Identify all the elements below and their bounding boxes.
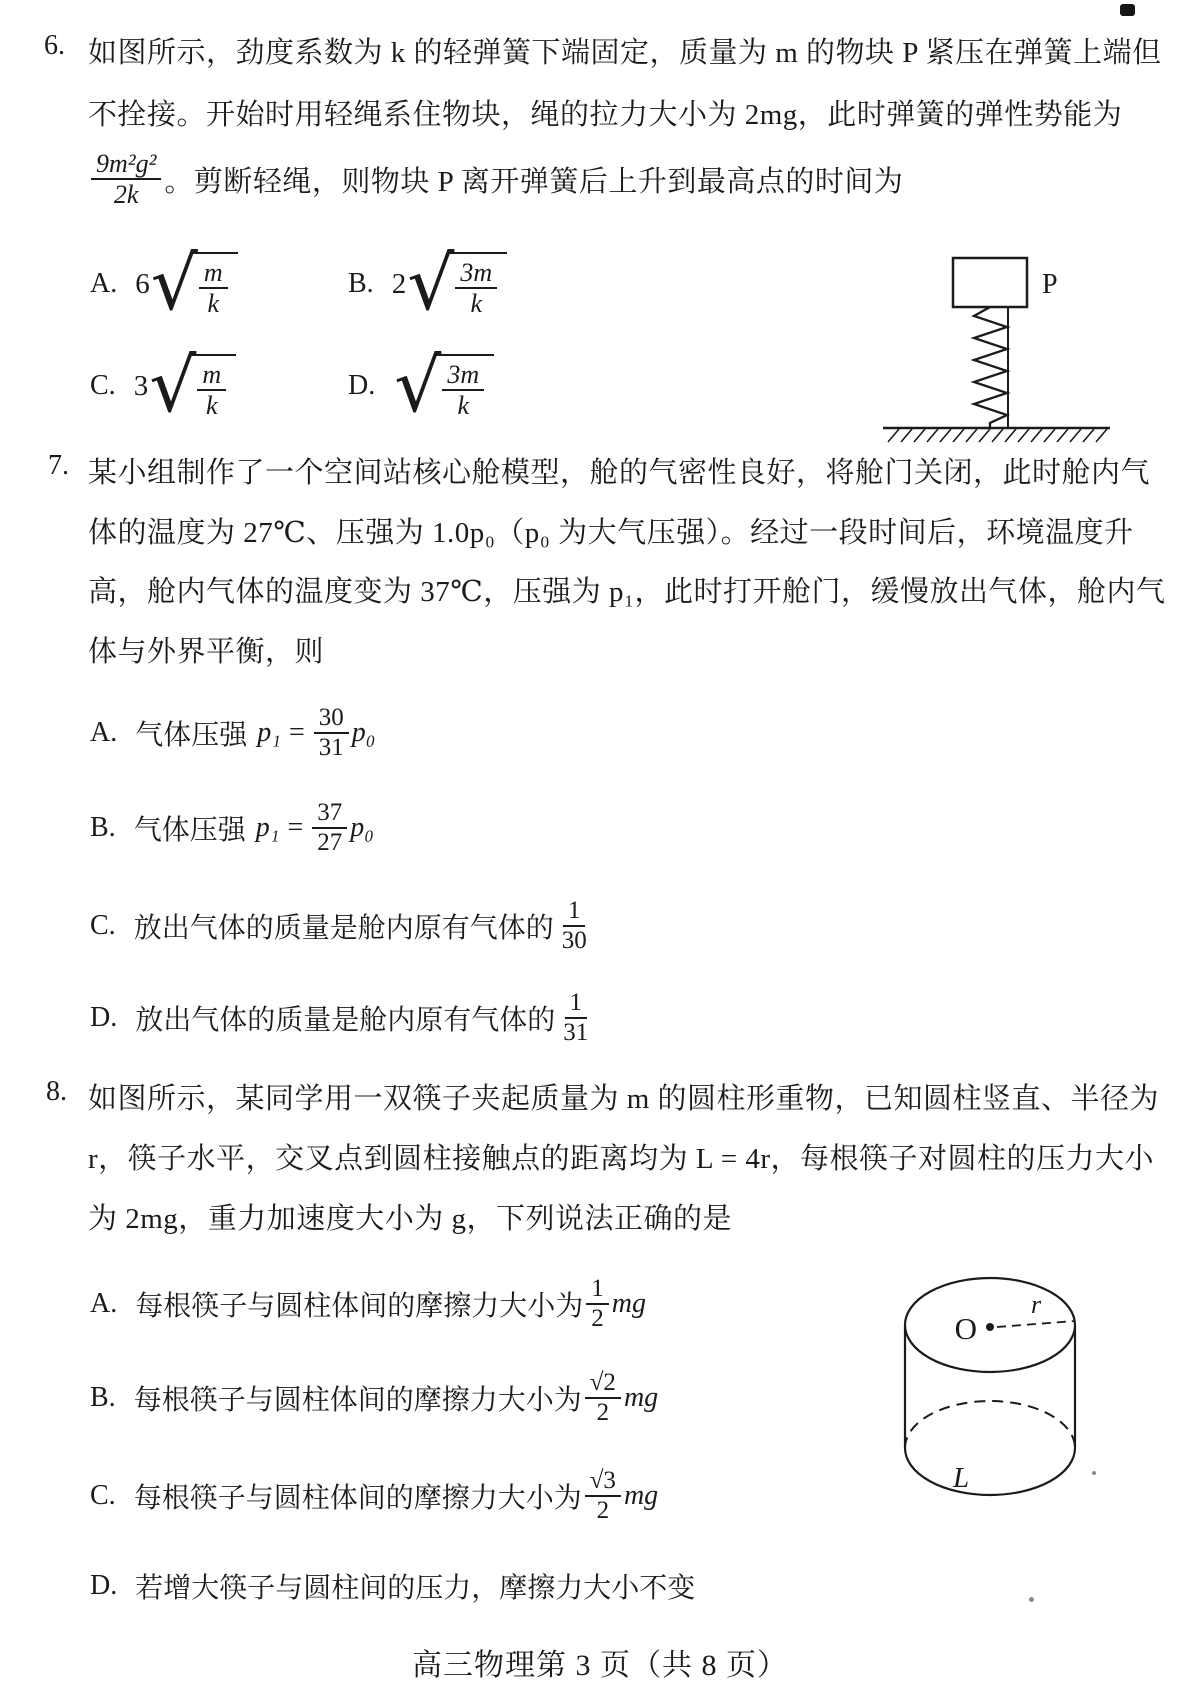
mg-unit: mg: [623, 1382, 659, 1413]
friction-fraction: [585, 1467, 621, 1525]
option-letter: B.: [90, 812, 116, 843]
fraction-numerator: 1: [586, 1275, 609, 1305]
fraction-denominator: 2: [596, 1399, 610, 1426]
option-text: 每根筷子与圆柱体间的摩擦力大小为: [133, 1483, 582, 1514]
fraction-denominator: 2: [596, 1497, 610, 1524]
radical-sign: √: [407, 240, 455, 327]
sqrt-expression: [149, 342, 236, 429]
radical-sign: √: [394, 342, 442, 429]
q7-option-d: [90, 982, 596, 1054]
option-text: 每根筷子与圆柱体间的摩擦力大小为: [135, 1291, 584, 1322]
block-p: [953, 258, 1027, 307]
fraction-denominator: 31: [563, 1019, 589, 1046]
fraction-numerator: 9m²g²: [91, 149, 161, 180]
page-footer: 高三物理第 3 页（共 8 页）: [412, 1649, 788, 1682]
mass-fraction: [557, 897, 592, 955]
q6-option-a: [90, 240, 238, 327]
option-text: 若增大筷子与圆柱间的压力，摩擦力大小不变: [135, 1573, 696, 1604]
fraction-numerator: √3: [585, 1467, 621, 1497]
q6-energy-fraction: [91, 149, 161, 209]
coefficient: 2: [391, 267, 407, 300]
bottom-ellipse-front-edge: [905, 1448, 1075, 1495]
option-text: 放出气体的质量是舱内原有气体的: [135, 1005, 556, 1036]
equals-sign: =: [288, 717, 305, 748]
mg-unit: mg: [623, 1480, 659, 1511]
q7-line4: 体与外界平衡，则: [88, 636, 325, 668]
block-label: P: [1042, 269, 1058, 300]
q7-line1: 某小组制作了一个空间站核心舱模型，舱的气密性良好，将舱门关闭，此时舱内气: [88, 457, 1151, 489]
fraction-denominator: 2k: [113, 180, 139, 209]
q7-line2: 体的温度为 27℃、压强为 1.0p₀（p₀ 为大气压强）。经过一段时间后，环境温度升: [88, 517, 1134, 549]
scan-speck: [1029, 1597, 1034, 1602]
friction-fraction: [585, 1369, 621, 1427]
fraction-denominator: 31: [318, 734, 344, 761]
option-letter: A.: [90, 717, 118, 748]
fraction-denominator: k: [207, 289, 220, 318]
ground-hatching: [888, 429, 1107, 442]
q6-line1: 如图所示，劲度系数为 k 的轻弹簧下端固定，质量为 m 的物块 P 紧压在弹簧上端但: [88, 37, 1162, 69]
friction-fraction: [586, 1275, 609, 1333]
fraction-denominator: 27: [317, 829, 343, 856]
q6-number: 6.: [44, 30, 65, 61]
q6-option-b: [348, 240, 507, 327]
q8-line3: 为 2mg，重力加速度大小为 g，下列说法正确的是: [88, 1203, 733, 1235]
option-letter: D.: [348, 370, 376, 401]
q7-line3: 高，舱内气体的温度变为 37℃，压强为 p₁，此时打开舱门，缓慢放出气体，舱内气: [88, 576, 1166, 608]
center-dot: [986, 1323, 994, 1331]
fraction-numerator: m: [199, 258, 228, 289]
scan-artifact: [1120, 4, 1135, 16]
length-label: L: [953, 1462, 970, 1494]
pressure-fraction: [312, 799, 347, 857]
option-letter: C.: [90, 1480, 116, 1511]
q6-option-c: [90, 342, 236, 429]
radius-label: r: [1031, 1290, 1042, 1319]
pressure-variable: p₁: [255, 812, 280, 843]
mg-unit: mg: [611, 1288, 646, 1319]
q7-option-b: [90, 790, 374, 866]
fraction-denominator: 30: [561, 927, 587, 954]
coefficient: 3: [133, 369, 149, 402]
option-letter: B.: [90, 1382, 116, 1413]
q7-option-c: [90, 890, 595, 962]
fraction-numerator: 30: [314, 704, 349, 734]
pressure-unit: p₀: [351, 717, 376, 748]
pressure-variable: p₁: [257, 717, 281, 748]
q6-line3: 。剪断轻绳，则物块 P 离开弹簧后上升到最高点的时间为: [164, 165, 904, 198]
q8-number: 8.: [46, 1076, 67, 1107]
q8-line1: 如图所示，某同学用一双筷子夹起质量为 m 的圆柱形重物，已知圆柱竖直、半径为: [88, 1083, 1160, 1115]
option-letter: C.: [90, 370, 116, 401]
bottom-ellipse-hidden-edge: [905, 1401, 1075, 1448]
fraction-denominator: k: [457, 391, 470, 420]
fraction-denominator: 2: [591, 1305, 604, 1332]
pressure-fraction: [314, 704, 349, 762]
option-letter: B.: [348, 268, 374, 299]
q7-number: 7.: [48, 450, 69, 481]
fraction-numerator: 1: [563, 897, 586, 927]
coefficient: 6: [135, 267, 150, 300]
radical-sign: √: [149, 342, 197, 429]
center-label: O: [954, 1311, 977, 1346]
option-letter: D.: [90, 1570, 118, 1601]
q6-option-d: [348, 342, 494, 429]
fraction-numerator: √2: [585, 1369, 621, 1399]
fraction-numerator: 37: [312, 799, 347, 829]
cylinder-figure: [893, 1263, 1093, 1508]
option-letter: A.: [90, 268, 118, 299]
q8-option-c: [90, 1460, 658, 1532]
q8-option-d: [90, 1566, 695, 1606]
spring-coil: [974, 307, 1007, 428]
q6-formula-line: [88, 144, 903, 214]
fraction-numerator: 1: [565, 989, 588, 1019]
sqrt-expression: [407, 240, 507, 327]
option-text: 放出气体的质量是舱内原有气体的: [133, 913, 554, 944]
option-text: 气体压强: [135, 720, 248, 751]
q8-option-b: [90, 1362, 658, 1434]
option-letter: C.: [90, 910, 116, 941]
option-letter: A.: [90, 1288, 118, 1319]
fraction-numerator: m: [197, 360, 226, 391]
fraction-denominator: k: [470, 289, 482, 318]
option-text: 每根筷子与圆柱体间的摩擦力大小为: [133, 1385, 582, 1416]
option-text: 气体压强: [133, 815, 246, 846]
equals-sign: =: [287, 812, 304, 843]
option-letter: D.: [90, 1002, 118, 1033]
q8-line2: r，筷子水平，交叉点到圆柱接触点的距离均为 L = 4r，每根筷子对圆柱的压力大小: [88, 1143, 1155, 1175]
spring-block-figure: [858, 233, 1118, 448]
fraction-denominator: k: [205, 391, 218, 420]
sqrt-expression: [394, 342, 494, 429]
pressure-unit: p₀: [350, 812, 374, 843]
sqrt-expression: [150, 240, 238, 327]
fraction-numerator: 3m: [455, 258, 497, 289]
mass-fraction: [558, 989, 593, 1047]
fraction-numerator: 3m: [442, 360, 484, 391]
q6-line2: 不拴接。开始时用轻绳系住物块，绳的拉力大小为 2mg，此时弹簧的弹性势能为: [88, 99, 1123, 131]
radical-sign: √: [150, 240, 198, 327]
q7-option-a: [90, 695, 376, 771]
q8-option-a: [90, 1268, 646, 1340]
